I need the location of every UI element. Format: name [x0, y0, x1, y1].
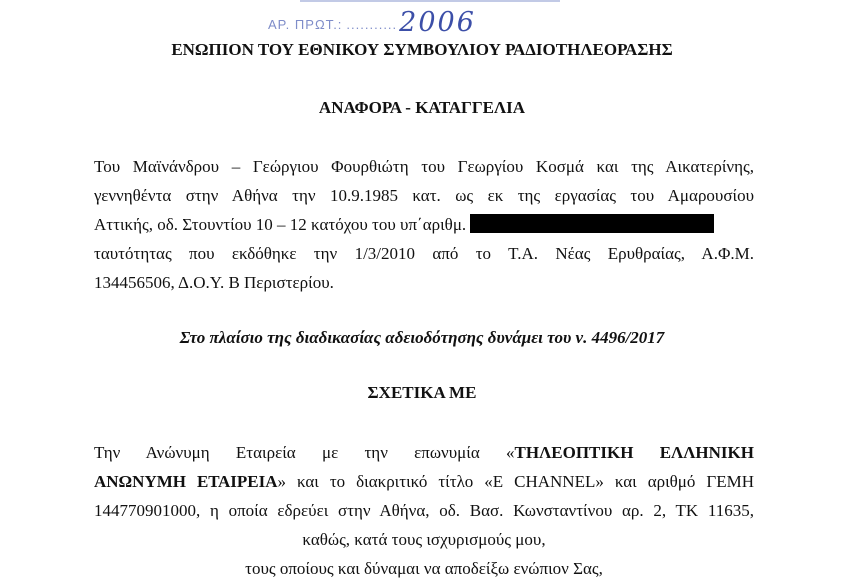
body-line-1-pre: Την Ανώνυμη Εταιρεία με την επωνυμία « — [94, 443, 515, 462]
intro-line-3 — [94, 210, 754, 239]
heading-about: ΣΧΕΤΙΚΑ ΜΕ — [367, 383, 477, 402]
company-name-part-2: ΑΝΩΝΥΜΗ ΕΤΑΙΡΕΙΑ — [94, 472, 278, 491]
heading-main: ΕΝΩΠΙΟΝ ΤΟΥ ΕΘΝΙΚΟΥ ΣΥΜΒΟΥΛΙΟΥ ΡΑΔΙΟΤΗΛΕΟΡΑΣΗΣ — [171, 40, 673, 59]
intro-line-1: Του Μαϊνάνδρου – Γεώργιου Φουρθιώτη του Γεωργίου Κοσμά και της Αικατερίνης, — [94, 157, 754, 176]
stamp-handwritten-year: 2006 — [399, 7, 476, 38]
body-line-4: καθώς, κατά τους ισχυρισμούς μου, — [302, 530, 546, 549]
body-line-2 — [94, 467, 754, 496]
body-line-2-post: » και το διακριτικό τίτλο «E CHANNEL» και αριθμό ΓΕΜΗ — [277, 472, 754, 491]
redaction-bar — [470, 214, 714, 233]
stamp-label: ΑΡ. ΠΡΩΤ.: — [268, 17, 343, 32]
company-name-part-1: ΤΗΛΕΟΠΤΙΚΗ ΕΛΛΗΝΙΚΗ — [514, 443, 754, 462]
body-paragraph — [94, 438, 754, 583]
intro-line-5: 134456506, Δ.Ο.Υ. Β Περιστερίου. — [94, 273, 334, 292]
intro-line-4: ταυτότητας που εκδόθηκε την 1/3/2010 από το Τ.Α. Νέας Ερυθραίας, Α.Φ.Μ. — [94, 244, 754, 263]
body-line-5: τους οποίους και δύναμαι να αποδείξω ενώπιον Σας, — [245, 559, 603, 578]
heading-context: Στο πλαίσιο της διαδικασίας αδειοδότησης δυνάμει του ν. 4496/2017 — [179, 328, 665, 347]
stamp-dots: ........... — [346, 17, 398, 32]
intro-line-3-text: Αττικής, οδ. Στουντίου 10 – 12 κατόχου του υπ΄αριθμ. — [94, 215, 467, 234]
intro-line-2: γεννηθέντα στην Αθήνα την 10.9.1985 κατ. ως εκ της εργασίας του Αμαρουσίου — [94, 186, 754, 205]
stamp-top-line — [300, 0, 560, 2]
body-line-3: 144770901000, η οποία εδρεύει στην Αθήνα, οδ. Βασ. Κωνσταντίνου αρ. 2, ΤΚ 11635, — [94, 501, 754, 520]
intro-paragraph — [94, 152, 754, 297]
body-line-1 — [94, 438, 754, 467]
heading-report: ΑΝΑΦΟΡΑ - ΚΑΤΑΓΓΕΛΙΑ — [318, 98, 526, 117]
protocol-stamp — [268, 4, 476, 38]
